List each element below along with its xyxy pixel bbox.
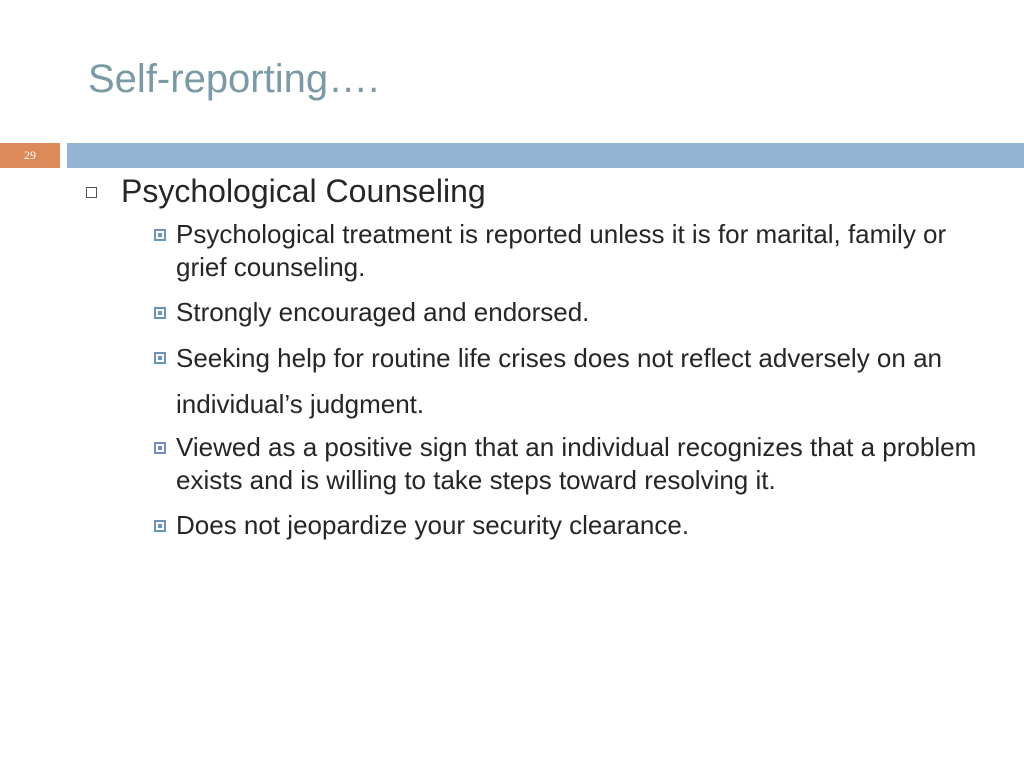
sub-bullet-text: Strongly encouraged and endorsed. <box>176 297 590 327</box>
square-bullet-icon <box>154 442 166 454</box>
slide-title: Self-reporting…. <box>88 57 380 101</box>
sub-bullet-item <box>154 509 984 542</box>
square-bullet-icon <box>154 520 166 532</box>
sub-bullet-text: Psychological treatment is reported unless it is for marital, family or grief counseling. <box>176 219 947 282</box>
sub-bullet-text: Viewed as a positive sign that an individual recognizes that a problem exists and is willing to take steps toward resolving it. <box>176 432 977 495</box>
sub-bullet-text: Does not jeopardize your security clearance. <box>176 510 690 540</box>
sub-bullet-list <box>84 218 984 542</box>
square-bullet-icon <box>154 352 166 364</box>
sub-bullet-item <box>154 218 984 284</box>
slide-number-badge: 29 <box>0 143 60 168</box>
bullet-heading <box>84 170 984 212</box>
slide-content <box>84 170 984 554</box>
accent-bar <box>67 143 1024 168</box>
sub-bullet-item <box>154 296 984 329</box>
sub-bullet-item <box>154 431 984 497</box>
hollow-square-bullet-icon <box>86 187 97 198</box>
square-bullet-icon <box>154 229 166 241</box>
sub-bullet-text: Seeking help for routine life crises does not reflect adversely on an individual’s judgment. <box>176 343 942 419</box>
bullet-heading-text: Psychological Counseling <box>121 173 486 209</box>
square-bullet-icon <box>154 307 166 319</box>
sub-bullet-item <box>154 335 984 427</box>
